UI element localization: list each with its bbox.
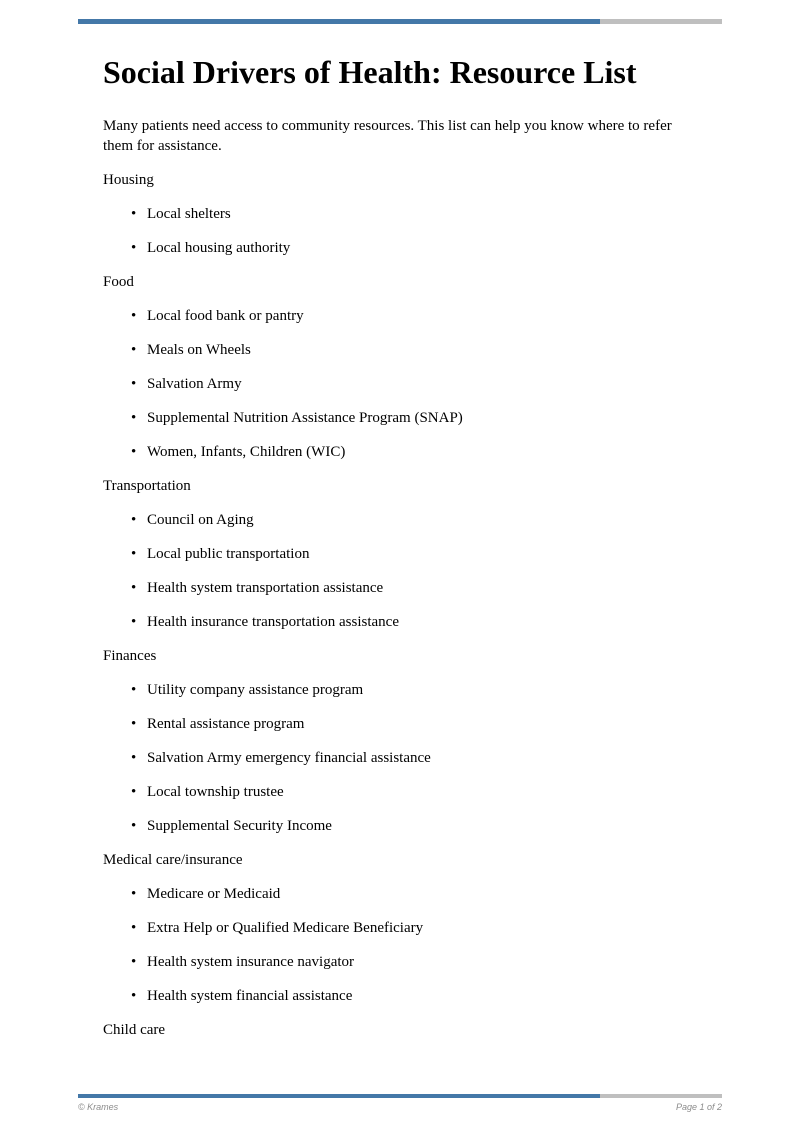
list-item-label: Local food bank or pantry xyxy=(147,308,304,324)
list-item-label: Medicare or Medicaid xyxy=(147,886,281,902)
footer-rule-gray-segment xyxy=(600,1094,722,1098)
footer xyxy=(78,1102,722,1112)
list-item xyxy=(103,374,683,394)
header-rule-gray-segment xyxy=(600,19,722,24)
bullet-icon: • xyxy=(131,512,137,528)
list-item-label: Supplemental Security Income xyxy=(147,818,332,834)
footer-copyright: © Krames xyxy=(78,1102,119,1112)
list-item xyxy=(103,884,683,904)
list-item-label: Local housing authority xyxy=(147,240,291,256)
list-item-label: Health system financial assistance xyxy=(147,988,353,1004)
bullet-icon: • xyxy=(131,818,137,834)
list-item-label: Rental assistance program xyxy=(147,716,305,732)
list-item-label: Local shelters xyxy=(147,206,231,222)
list-item-label: Meals on Wheels xyxy=(147,342,251,358)
list-item-label: Health system transportation assistance xyxy=(147,580,384,596)
footer-rule xyxy=(78,1094,722,1098)
bullet-icon: • xyxy=(131,716,137,732)
header-rule xyxy=(78,19,722,24)
list-item-label: Local public transportation xyxy=(147,546,310,562)
bullet-icon: • xyxy=(131,886,137,902)
header-rule-blue-segment xyxy=(78,19,600,24)
list-item-label: Women, Infants, Children (WIC) xyxy=(147,444,346,460)
bullet-icon: • xyxy=(131,784,137,800)
list-item xyxy=(103,748,683,768)
footer-rule-blue-segment xyxy=(78,1094,600,1098)
bullet-icon: • xyxy=(131,342,137,358)
bullet-icon: • xyxy=(131,546,137,562)
bullet-icon: • xyxy=(131,580,137,596)
section-heading-child-care: Child care xyxy=(103,1022,166,1038)
list-item-label: Supplemental Nutrition Assistance Program (SNAP) xyxy=(147,410,463,426)
list-item xyxy=(103,714,683,734)
section-heading-housing: Housing xyxy=(103,172,154,188)
section-heading-finances: Finances xyxy=(103,648,157,664)
list-item xyxy=(103,238,683,258)
bullet-icon: • xyxy=(131,750,137,766)
list-item-label: Utility company assistance program xyxy=(147,682,364,698)
list-item-label: Local township trustee xyxy=(147,784,284,800)
page-title: Social Drivers of Health: Resource List xyxy=(103,54,637,90)
list-item xyxy=(103,816,683,836)
list-item xyxy=(103,204,683,224)
list-item xyxy=(103,782,683,802)
intro-paragraph: Many patients need access to community resources. This list can help you know where to refer them for assistance. xyxy=(103,118,672,154)
list-item-label: Health insurance transportation assistance xyxy=(147,614,399,630)
list-item xyxy=(103,442,683,462)
bullet-icon: • xyxy=(131,614,137,630)
section-heading-transportation: Transportation xyxy=(103,478,191,494)
bullet-icon: • xyxy=(131,376,137,392)
bullet-icon: • xyxy=(131,206,137,222)
list-item-label: Extra Help or Qualified Medicare Beneficiary xyxy=(147,920,424,936)
list-item-label: Council on Aging xyxy=(147,512,254,528)
list-item-label: Health system insurance navigator xyxy=(147,954,355,970)
footer-page-indicator: Page 1 of 2 xyxy=(675,1102,722,1112)
list-item xyxy=(103,680,683,700)
list-item xyxy=(103,306,683,326)
list-item xyxy=(103,544,683,564)
list-item xyxy=(103,340,683,360)
bullet-icon: • xyxy=(131,682,137,698)
list-item xyxy=(103,612,683,632)
bullet-icon: • xyxy=(131,954,137,970)
list-item xyxy=(103,578,683,598)
list-item xyxy=(103,986,683,1006)
bullet-icon: • xyxy=(131,988,137,1004)
section-heading-medical-care-insurance: Medical care/insurance xyxy=(103,852,243,868)
bullet-icon: • xyxy=(131,240,137,256)
bullet-icon: • xyxy=(131,410,137,426)
list-item xyxy=(103,918,683,938)
bullet-icon: • xyxy=(131,444,137,460)
list-item xyxy=(103,510,683,530)
bullet-icon: • xyxy=(131,308,137,324)
bullet-icon: • xyxy=(131,920,137,936)
list-item-label: Salvation Army emergency financial assistance xyxy=(147,750,431,766)
list-item xyxy=(103,952,683,972)
list-item-label: Salvation Army xyxy=(147,376,242,392)
list-item xyxy=(103,408,683,428)
document-body xyxy=(103,116,683,1054)
section-heading-food: Food xyxy=(103,274,134,290)
